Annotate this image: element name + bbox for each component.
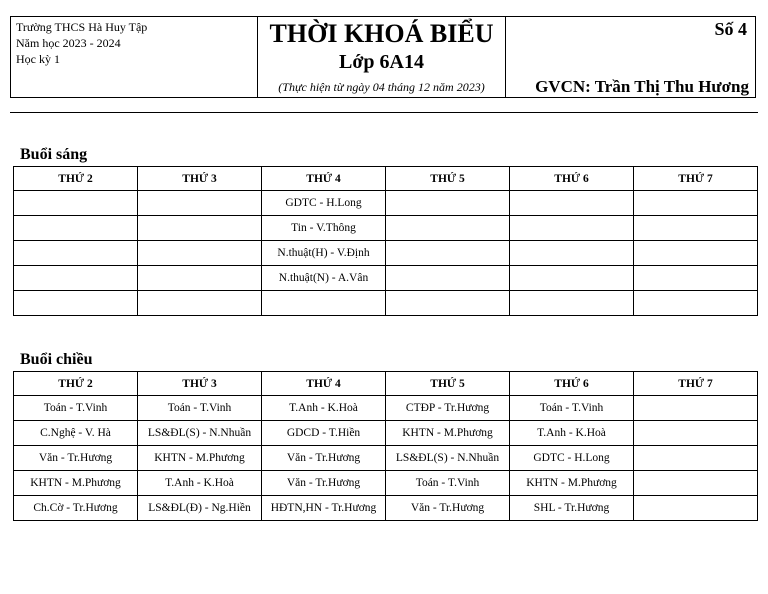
lesson-cell [634,421,758,446]
morning-header-row [14,167,758,191]
morning-timetable [13,166,758,316]
lesson-cell: LS&ĐL(S) - N.Nhuần [386,446,510,471]
table-row [14,446,758,471]
lesson-cell [510,241,634,266]
lesson-cell: LS&ĐL(S) - N.Nhuần [138,421,262,446]
title-block [258,17,506,97]
lesson-cell [634,396,758,421]
effective-period: (Thực hiện từ ngày 04 tháng 12 năm 2023) [278,80,485,94]
lesson-cell [510,291,634,316]
lesson-cell: CTĐP - Tr.Hương [386,396,510,421]
lesson-cell [14,266,138,291]
lesson-cell [14,291,138,316]
lesson-cell [138,291,262,316]
lesson-cell [510,266,634,291]
day-header: THỨ 3 [138,372,262,396]
lesson-cell [138,241,262,266]
lesson-cell: N.thuật(N) - A.Vân [262,266,386,291]
day-header: THỨ 2 [14,372,138,396]
lesson-cell: Toán - T.Vinh [14,396,138,421]
lesson-cell: GDTC - H.Long [510,446,634,471]
lesson-cell [634,191,758,216]
lesson-cell: Văn - Tr.Hương [14,446,138,471]
lesson-cell: GDCD - T.Hiền [262,421,386,446]
lesson-cell [386,291,510,316]
lesson-cell [634,216,758,241]
lesson-cell [386,216,510,241]
lesson-cell [14,191,138,216]
lesson-cell: KHTN - M.Phương [510,471,634,496]
lesson-cell: T.Anh - K.Hoà [138,471,262,496]
table-row [14,396,758,421]
lesson-cell [634,446,758,471]
lesson-cell: GDTC - H.Long [262,191,386,216]
semester: Học kỳ 1 [16,52,60,66]
lesson-cell [510,191,634,216]
timetable-header [10,16,756,98]
lesson-cell: KHTN - M.Phương [386,421,510,446]
day-header: THỨ 5 [386,372,510,396]
day-header: THỨ 7 [634,372,758,396]
lesson-cell [138,191,262,216]
table-row [14,421,758,446]
lesson-cell [634,496,758,521]
lesson-cell: Văn - Tr.Hương [262,446,386,471]
lesson-cell [14,216,138,241]
lesson-cell: Văn - Tr.Hương [262,471,386,496]
lesson-cell [634,291,758,316]
day-header: THỨ 7 [634,167,758,191]
lesson-cell: Văn - Tr.Hương [386,496,510,521]
lesson-cell [386,266,510,291]
school-info [11,17,258,97]
lesson-cell [262,291,386,316]
day-header: THỨ 6 [510,167,634,191]
lesson-cell: SHL - Tr.Hương [510,496,634,521]
lesson-cell [386,191,510,216]
afternoon-timetable [13,371,758,521]
morning-session-title: Buổi sáng [20,146,88,163]
table-row [14,471,758,496]
lesson-cell: T.Anh - K.Hoà [510,421,634,446]
day-header: THỨ 6 [510,372,634,396]
lesson-cell: KHTN - M.Phương [14,471,138,496]
lesson-cell: Toán - T.Vinh [510,396,634,421]
day-header: THỨ 2 [14,167,138,191]
class-name: Lớp 6A14 [339,51,424,73]
lesson-cell [138,216,262,241]
lesson-cell [14,241,138,266]
day-header: THỨ 4 [262,372,386,396]
lesson-cell [386,241,510,266]
lesson-cell [634,266,758,291]
lesson-cell: HĐTN,HN - Tr.Hương [262,496,386,521]
lesson-cell [510,216,634,241]
afternoon-header-row [14,372,758,396]
lesson-cell [138,266,262,291]
lesson-cell: N.thuật(H) - V.Định [262,241,386,266]
page-title: THỜI KHOÁ BIỂU [269,19,494,48]
lesson-cell: Toán - T.Vinh [138,396,262,421]
day-header: THỨ 3 [138,167,262,191]
school-year: Năm học 2023 - 2024 [16,36,121,50]
day-header: THỨ 4 [262,167,386,191]
homeroom-teacher: GVCN: Trần Thị Thu Hương [535,77,749,96]
lesson-cell: Toán - T.Vinh [386,471,510,496]
timetable-number: Số 4 [714,19,747,39]
lesson-cell: Ch.Cờ - Tr.Hương [14,496,138,521]
afternoon-session-title: Buổi chiều [20,351,93,368]
table-row [14,496,758,521]
day-header: THỨ 5 [386,167,510,191]
table-row [14,241,758,266]
lesson-cell [634,241,758,266]
lesson-cell: C.Nghệ - V. Hà [14,421,138,446]
table-row [14,191,758,216]
lesson-cell: Tin - V.Thông [262,216,386,241]
lesson-cell: T.Anh - K.Hoà [262,396,386,421]
table-row [14,216,758,241]
lesson-cell: KHTN - M.Phương [138,446,262,471]
table-row [14,291,758,316]
school-name: Trường THCS Hà Huy Tập [16,20,148,34]
lesson-cell [634,471,758,496]
header-divider [10,112,758,113]
meta-block [506,17,755,97]
lesson-cell: LS&ĐL(Đ) - Ng.Hiền [138,496,262,521]
table-row [14,266,758,291]
